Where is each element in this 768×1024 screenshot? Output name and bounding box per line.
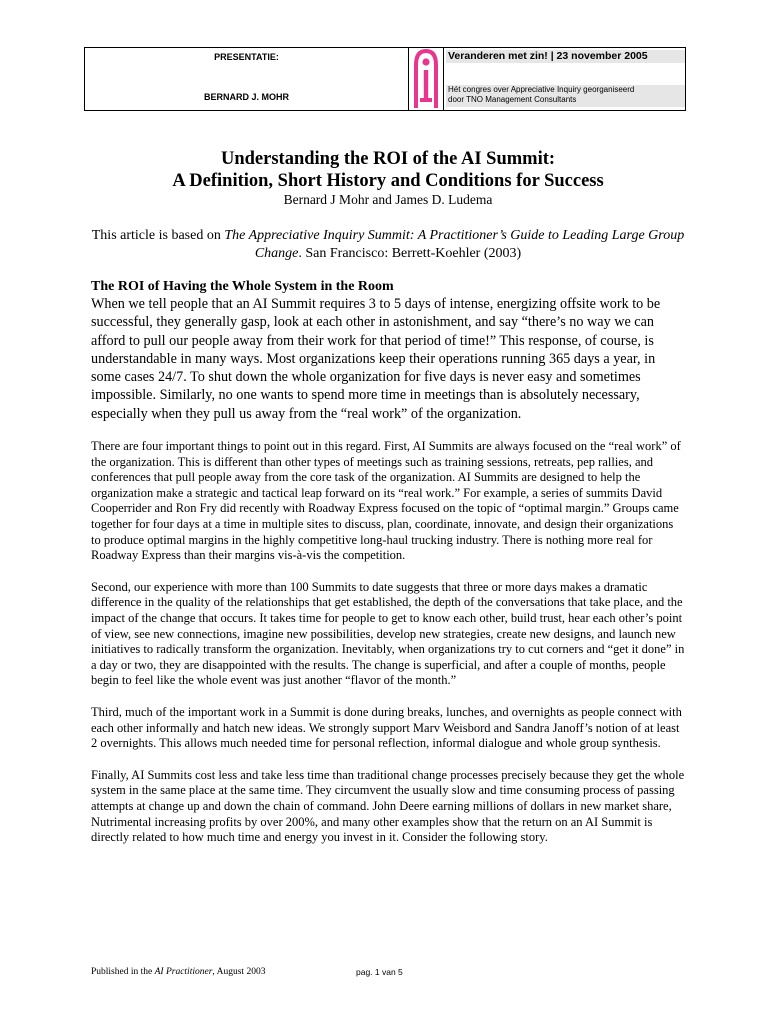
presentation-label: PRESENTATIE:	[214, 52, 279, 62]
paragraph: There are four important things to point out in this regard. First, AI Summits are always focused on the “real work” of the organization. This is different than other types of meetings such as training sessions, retreats, pep rallies, and conferences that pull people away from the core task of the organization. AI Summits are designed to help the organization make a strategic and tactical leap forward on its “real work.” For example, a series of summits David Cooperrider and Ron Fry did recently with Roadway Express focused on the topic of “optimal margin.” Groups came together for four days at a time in multiple sites to discuss, plan, coordinate, innovate, and design their organizations to produce optimal margins in the highly competitive long-haul trucking industry. There is nothing more real for Roadway Express than their margins vis-à-vis the competition.	[91, 439, 681, 563]
event-description-line: Hét congres over Appreciative Inquiry georganiseerd	[448, 85, 635, 94]
ai-logo	[408, 48, 444, 110]
paragraph: When we tell people that an AI Summit requires 3 to 5 days of intense, energizing offsite work to be successful, they generally gasp, look at each other in astonishment, and say “there’s no way we can afford to pull our people away from their work for that period of time!” This response, of course, is understandable in many ways. Most organizations keep their operations running 365 days a year, in some cases 24/7. To shut down the whole organization for five days is never easy and sometimes impossible. Similarly, no one wants to spend more time in meetings than is absolutely necessary, especially when they pull us away from the “real work” of the organization.	[91, 296, 661, 422]
paragraph: Third, much of the important work in a Summit is done during breaks, lunches, and overnights as people connect with each other informally and hatch new ideas. We strongly support Marv Weisbord and Sandra Janoff’s notion of at least 2 overnights. This allows much needed time for personal reflection, informal dialogue and whole group synthesis.	[91, 704, 682, 751]
title-line: A Definition, Short History and Conditions for Success	[172, 171, 604, 191]
ai-logo-icon	[409, 48, 443, 110]
source-book-title: The Appreciative Inquiry Summit: A Practitioner’s Guide to Leading Large Group Change	[224, 228, 685, 261]
page-footer	[91, 967, 403, 977]
publication-journal: AI Practitioner	[154, 967, 213, 977]
header-event-cell	[443, 48, 685, 110]
paragraph: Finally, AI Summits cost less and take less time than traditional change processes precisely because they get the whole system in the same place at the same time. They circumvent the usually slow and time consuming process of passing attempts at change up and down the chain of command. John Deere earning millions of dollars in new market share, Nutrimental increasing profits by over 200%, and many other examples show that the return on an AI Summit is directly related to how much time and energy you invest in it. Consider the following story.	[91, 767, 685, 845]
event-description	[446, 85, 685, 107]
event-title: Veranderen met zin! | 23 november 2005	[446, 50, 685, 63]
paragraph: Second, our experience with more than 100 Summits to date suggests that three or more days makes a dramatic difference in the quality of the relationships that get established, the depth of the conversations that take place, and the impact of the change that occurs. It takes time for people to get to know each other, build trust, hear each other’s point of view, see new connections, imagine new possibilities, develop new strategies, create new designs, and launch new initiatives to radically transform the organization. Inevitably, when organizations try to cut corners and “get it done” in a day or two, they are disappointed with the results. The change is superficial, and after a couple of months, people begin to feel like the whole event was just another “flavor of the month.”	[91, 579, 685, 688]
publication-suffix: , August 2003	[212, 967, 266, 977]
article-title	[91, 148, 685, 192]
presenter-name: BERNARD J. MOHR	[203, 92, 289, 102]
article-authors: Bernard J Mohr and James D. Ludema	[283, 192, 493, 207]
article-body	[91, 148, 685, 846]
source-prefix: This article is based on	[91, 228, 225, 243]
title-line: Understanding the ROI of the AI Summit:	[220, 149, 556, 169]
source-suffix: . San Francisco: Berrett-Koehler (2003)	[298, 246, 522, 261]
section-heading: The ROI of Having the Whole System in the Room	[91, 279, 394, 294]
header-presenter-cell	[85, 48, 408, 110]
source-note	[91, 227, 685, 263]
document-header	[84, 47, 686, 111]
publication-note	[91, 967, 265, 977]
page-number: pag. 1 van 5	[356, 967, 403, 977]
event-description-line: door TNO Management Consultants	[448, 95, 577, 104]
publication-prefix: Published in the	[91, 967, 155, 977]
